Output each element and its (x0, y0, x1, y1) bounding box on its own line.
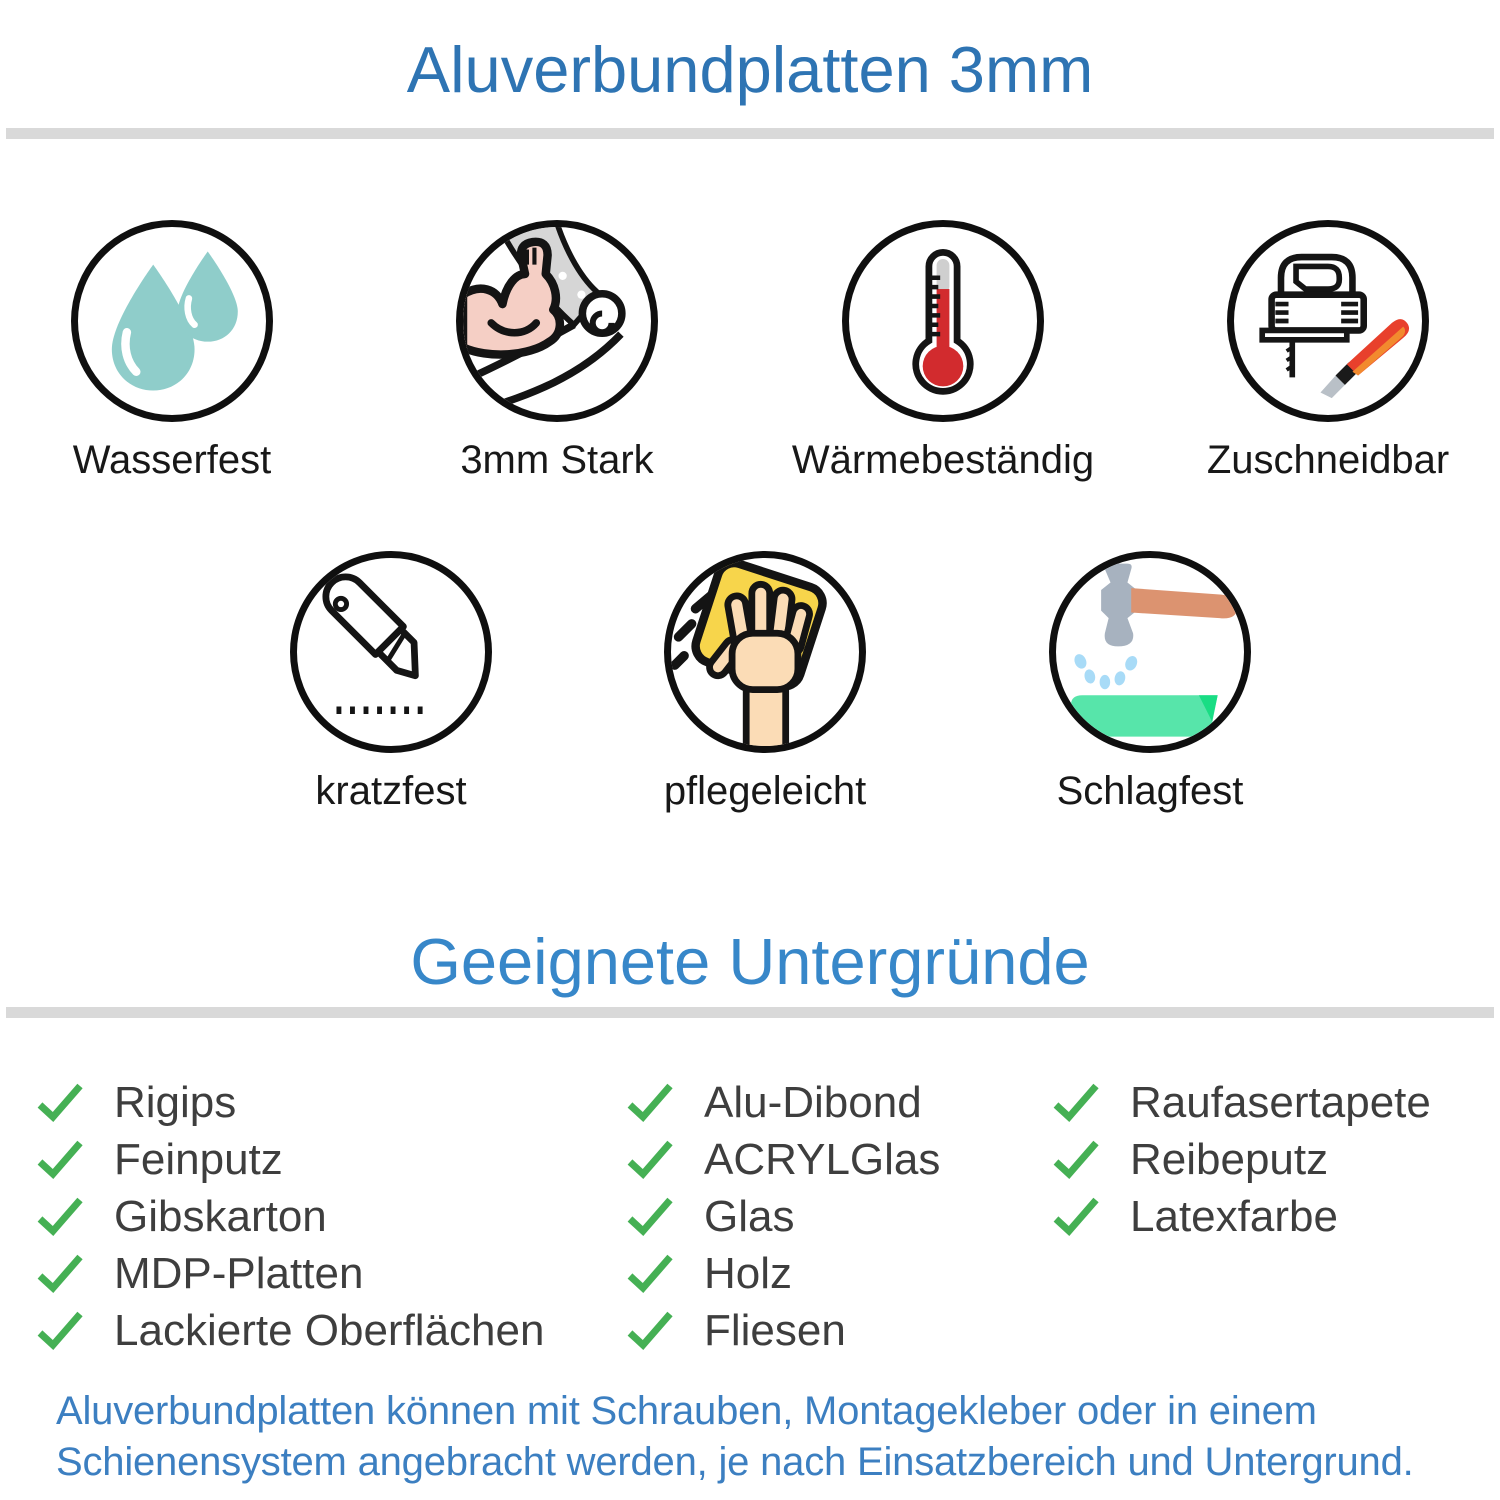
muscle-arm-panel-icon (463, 227, 651, 415)
feature-label: Schlagfest (1056, 769, 1244, 813)
hand-wiping-cloth-icon (671, 558, 859, 746)
surface-label: Gibskarton (114, 1191, 327, 1241)
feature-waermebestaendig (783, 220, 1103, 483)
checkmark-icon (626, 1311, 674, 1351)
list-item (626, 1302, 940, 1359)
list-item (36, 1245, 544, 1302)
checkmark-icon (36, 1254, 84, 1294)
feature-circle (1227, 220, 1429, 422)
divider-bar-top (6, 128, 1494, 139)
list-item (626, 1188, 940, 1245)
checkmark-icon (626, 1254, 674, 1294)
feature-pflegeleicht (605, 551, 925, 814)
surfaces-column-1 (36, 1074, 544, 1359)
feature-circle (1049, 551, 1251, 753)
feature-label: Wasserfest (72, 438, 272, 482)
surface-label: Fliesen (704, 1305, 846, 1355)
feature-wasserfest (12, 220, 332, 483)
surface-label: Feinputz (114, 1134, 283, 1184)
thermometer-icon (849, 227, 1037, 415)
checkmark-icon (1052, 1140, 1100, 1180)
checkmark-icon (626, 1083, 674, 1123)
list-item (1052, 1188, 1431, 1245)
surface-label: Rigips (114, 1077, 237, 1127)
surfaces-column-2 (626, 1074, 940, 1359)
surface-label: ACRYLGlas (704, 1134, 941, 1184)
feature-circle (290, 551, 492, 753)
surface-label: Alu-Dibond (704, 1077, 922, 1127)
utility-knife-icon (297, 558, 485, 746)
feature-3mm-stark (397, 220, 717, 483)
list-item (626, 1245, 940, 1302)
feature-circle (842, 220, 1044, 422)
feature-label: Wärmebeständig (791, 438, 1095, 482)
footer-line-2: Schienensystem angebracht werden, je nach Einsatzbereich und Untergrund. (56, 1440, 1414, 1484)
list-item (36, 1131, 544, 1188)
feature-circle (664, 551, 866, 753)
divider-bar-middle (6, 1007, 1494, 1018)
footer-note (56, 1386, 1414, 1488)
checkmark-icon (626, 1140, 674, 1180)
list-item (1052, 1074, 1431, 1131)
feature-circle (71, 220, 273, 422)
surface-label: Glas (704, 1191, 795, 1241)
feature-label: kratzfest (315, 769, 467, 813)
surface-label: Lackierte Oberflächen (114, 1305, 545, 1355)
checkmark-icon (36, 1083, 84, 1123)
list-item (1052, 1131, 1431, 1188)
feature-label: 3mm Stark (460, 438, 654, 482)
page-title: Aluverbundplatten 3mm (406, 33, 1094, 106)
footer-line-1: Aluverbundplatten können mit Schrauben, Montagekleber oder in einem (56, 1389, 1317, 1433)
checkmark-icon (626, 1197, 674, 1237)
list-item (36, 1302, 544, 1359)
feature-label: pflegeleicht (663, 769, 867, 813)
surface-label: Latexfarbe (1130, 1191, 1338, 1241)
checkmark-icon (36, 1311, 84, 1351)
surface-label: MDP-Platten (114, 1248, 364, 1298)
checkmark-icon (1052, 1083, 1100, 1123)
feature-label: Zuschneidbar (1206, 438, 1450, 482)
water-drops-icon (78, 227, 266, 415)
feature-circle (456, 220, 658, 422)
surfaces-column-3 (1052, 1074, 1431, 1245)
surface-label: Raufasertapete (1130, 1077, 1431, 1127)
feature-zuschneidbar (1168, 220, 1488, 483)
list-item (36, 1074, 544, 1131)
checkmark-icon (36, 1197, 84, 1237)
surface-label: Reibeputz (1130, 1134, 1329, 1184)
checkmark-icon (36, 1140, 84, 1180)
checkmark-icon (1052, 1197, 1100, 1237)
feature-kratzfest (231, 551, 551, 814)
list-item (36, 1188, 544, 1245)
feature-schlagfest (990, 551, 1310, 814)
section-title: Geeignete Untergründe (410, 925, 1090, 998)
jigsaw-and-knife-icon (1234, 227, 1422, 415)
list-item (626, 1074, 940, 1131)
hammer-impact-icon (1056, 558, 1244, 746)
list-item (626, 1131, 940, 1188)
surface-label: Holz (704, 1248, 793, 1298)
